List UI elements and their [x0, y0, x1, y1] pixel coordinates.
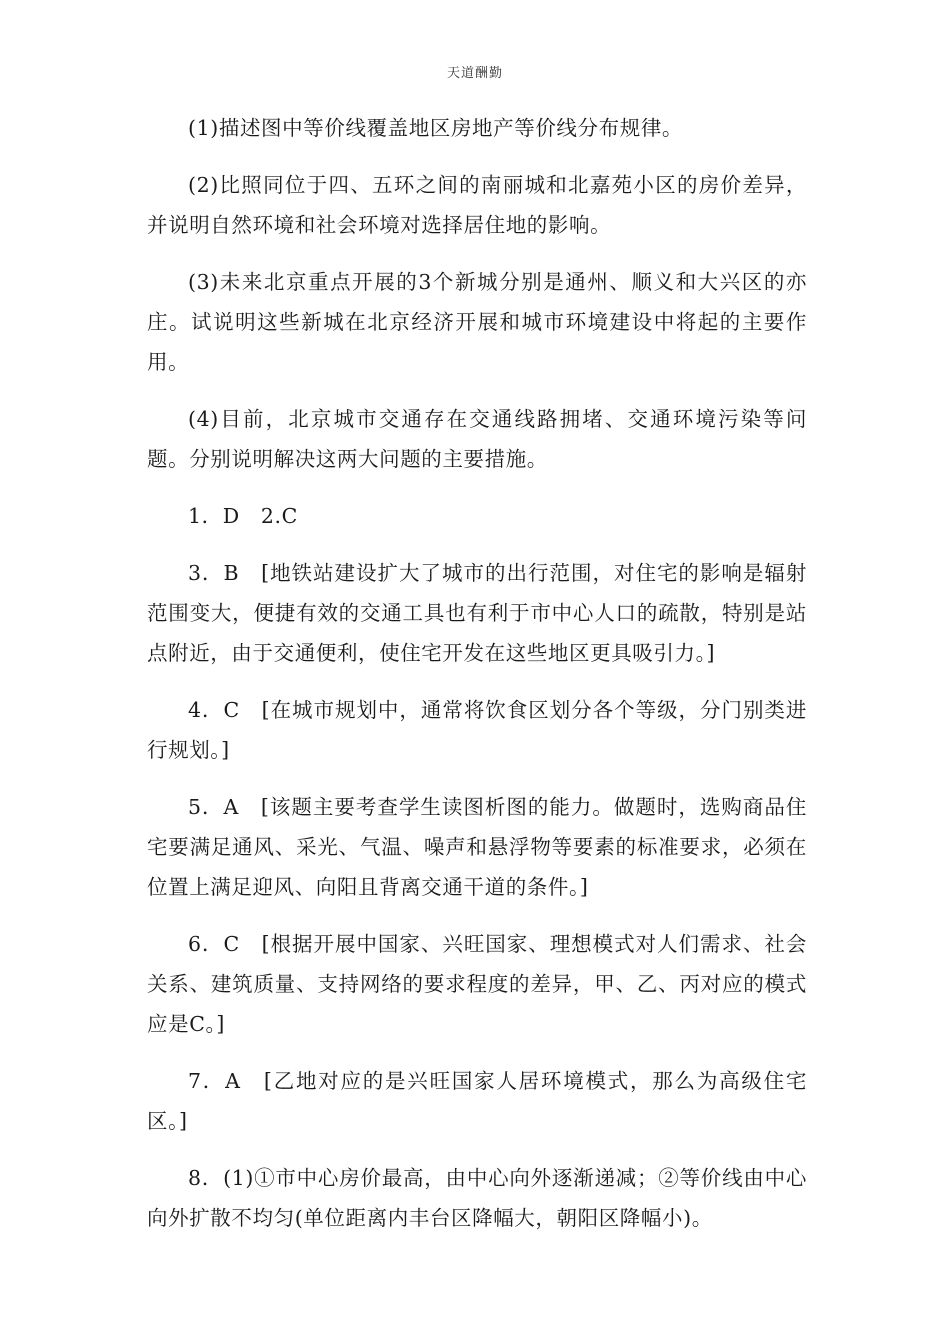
answer-8: 8．(1)①市中心房价最高，由中心向外逐渐递减；②等价线由中心向外扩散不均匀(单位距离内丰台区降幅大，朝阳区降幅小)。 — [147, 1166, 807, 1230]
question-1: (1)描述图中等价线覆盖地区房地产等价线分布规律。 — [188, 116, 684, 140]
question-2: (2)比照同位于四、五环之间的南丽城和北嘉苑小区的房价差异，并说明自然环境和社会环境对选择居住地的影响。 — [147, 173, 807, 237]
answer-6: 6．C [根据开展中国家、兴旺国家、理想模式对人们需求、社会关系、建筑质量、支持网络的要求程度的差异，甲、乙、丙对应的模式应是C。] — [147, 932, 807, 1036]
answer-1-2: 1．D 2.C — [188, 504, 298, 528]
answer-5: 5．A [该题主要考查学生读图析图的能力。做题时，选购商品住宅要满足通风、采光、气温、噪声和悬浮物等要素的标准要求，必须在位置上满足迎风、向阳且背离交通干道的条件。] — [147, 795, 807, 899]
document-body — [147, 108, 807, 1255]
answer-7: 7．A [乙地对应的是兴旺国家人居环境模式，那么为高级住宅区。] — [147, 1069, 807, 1133]
page-header: 天道酬勤 — [446, 66, 503, 81]
question-4: (4)目前，北京城市交通存在交通线路拥堵、交通环境污染等问题。分别说明解决这两大问题的主要措施。 — [147, 407, 807, 471]
answer-4: 4．C [在城市规划中，通常将饮食区划分各个等级，分门别类进行规划。] — [147, 698, 807, 762]
answer-3: 3．B [地铁站建设扩大了城市的出行范围，对住宅的影响是辐射范围变大，便捷有效的交通工具也有利于市中心人口的疏散，特别是站点附近，由于交通便利，使住宅开发在这些地区更具吸引力。] — [147, 561, 807, 665]
question-3: (3)未来北京重点开展的3个新城分别是通州、顺义和大兴区的亦庄。试说明这些新城在北京经济开展和城市环境建设中将起的主要作用。 — [147, 270, 807, 374]
